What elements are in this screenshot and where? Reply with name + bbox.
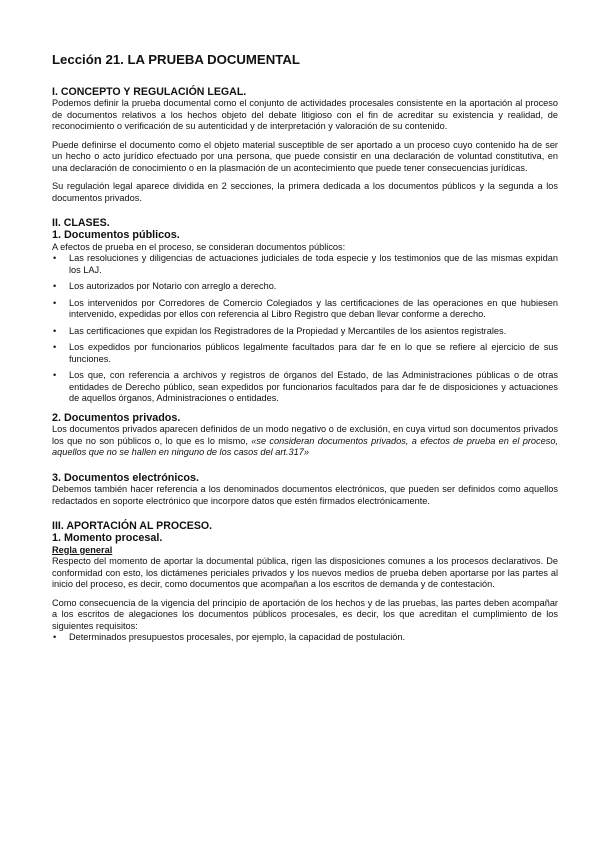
bullet-list-requisitos [52, 632, 558, 644]
paragraph: Debemos también hacer referencia a los denominados documentos electrónicos, que pueden ser definidos como aquellos redactados en soporte electrónico que incorpore datos que estén firmados electrónicamente. [52, 484, 558, 506]
bullet-list-publicos [52, 253, 558, 405]
bullet-icon: • [53, 281, 57, 291]
list-item: • Determinados presupuestos procesales, por ejemplo, la capacidad de postulación. [53, 632, 406, 642]
bullet-icon: • [53, 297, 57, 308]
list-item: • Los autorizados por Notario con arreglo a derecho. [53, 281, 277, 291]
legal-quote: «se consideran documentos privados, a efectos de prueba en el proceso, aquellos que no se hallen en ninguno de los casos del art.317» [52, 435, 558, 457]
section-heading-clases: II. CLASES. [52, 217, 110, 229]
rule-heading: Regla general [52, 544, 113, 555]
section-heading-aportacion: III. APORTACIÓN AL PROCESO. [52, 520, 213, 532]
subsection-heading-publicos: 1. Documentos públicos. [52, 229, 180, 241]
bullet-icon: • [53, 325, 57, 336]
list-item: • Las resoluciones y diligencias de actuaciones judiciales de toda especie y los testimonios que de las mismas expidan los LAJ. [53, 253, 558, 275]
list-item: • Las certificaciones que expidan los Registradores de la Propiedad y Mercantiles de los asientos registrales. [53, 325, 507, 336]
bullet-icon: • [53, 632, 57, 642]
paragraph: Los documentos privados aparecen definidos de un modo negativo o de exclusión, en cuya virtud son documentos privados los que no son públicos o, lo que es lo mismo, «se consideran documentos privados, a efectos de prueba en el proceso, aquellos que no se hallen en ninguno de los casos del art.317» [52, 424, 558, 457]
bullet-icon: • [53, 342, 57, 352]
bullet-icon: • [53, 370, 57, 380]
paragraph: Su regulación legal aparece dividida en 2 secciones, la primera dedicada a los documentos públicos y la segunda a los documentos privados. [52, 181, 558, 203]
paragraph: Respecto del momento de aportar la documental pública, rigen las disposiciones comunes a los procesos declarativos. De conformidad con esto, los dictámenes periciales privados y los nuevos medios de prueba deben aportarse por las partes al inicio del proceso, es decir, como documentos que acompañan a los escritos de demanda y de contestación. [52, 556, 558, 589]
list-item: • Los expedidos por funcionarios públicos legalmente facultados para dar fe en lo que se refiere al ejercicio de sus funciones. [53, 342, 558, 364]
subsection-heading-momento: 1. Momento procesal. [52, 532, 163, 544]
paragraph: Puede definirse el documento como el objeto material susceptible de ser aportado a un proceso cuyo contenido ha de ser un hecho o acto jurídico efectuado por una persona, que puede consistir en una declaración de voluntad constitutiva, en una declaración de conocimiento o en la plasmación de un acontecimiento que puede tener consecuencias jurídicas. [52, 139, 558, 173]
document-page [52, 52, 558, 644]
paragraph: Como consecuencia de la vigencia del principio de aportación de los hechos y de las pruebas, las partes deben acompañar a los escritos de alegaciones los documentos públicos procesales, es decir, los que acreditan el cumplimiento de los siguientes requisitos: [52, 597, 558, 631]
list-item: • Los que, con referencia a archivos y registros de órganos del Estado, de las Administraciones públicas o de otras entidades de Derecho público, sean expedidos por funcionarios facultados para dar fe de disposiciones y actuaciones de aquellos órganos, Administraciones o entidades. [53, 370, 558, 403]
paragraph: A efectos de prueba en el proceso, se consideran documentos públicos: [52, 241, 346, 252]
page-title: Lección 21. LA PRUEBA DOCUMENTAL [52, 52, 300, 67]
bullet-icon: • [53, 253, 57, 263]
list-item: • Los intervenidos por Corredores de Comercio Colegiados y las certificaciones de las operaciones en que hubiesen intervenido, expedidas por ellos con referencia al Libro Registro que deban llevar conforme a derecho. [53, 297, 558, 319]
paragraph: Podemos definir la prueba documental como el conjunto de actividades procesales consistente en la aportación al proceso de documentos relativos a los hechos objeto del debate litigioso con el fin de acreditar su existencia y realidad, de reconocimiento o verificación de su autenticidad y de interpretación y valoración de su contenido. [52, 98, 558, 131]
section-heading-concepto: I. CONCEPTO Y REGULACIÓN LEGAL. [52, 86, 247, 98]
subsection-heading-privados: 2. Documentos privados. [52, 411, 181, 424]
subsection-heading-electronicos: 3. Documentos electrónicos. [52, 471, 199, 484]
